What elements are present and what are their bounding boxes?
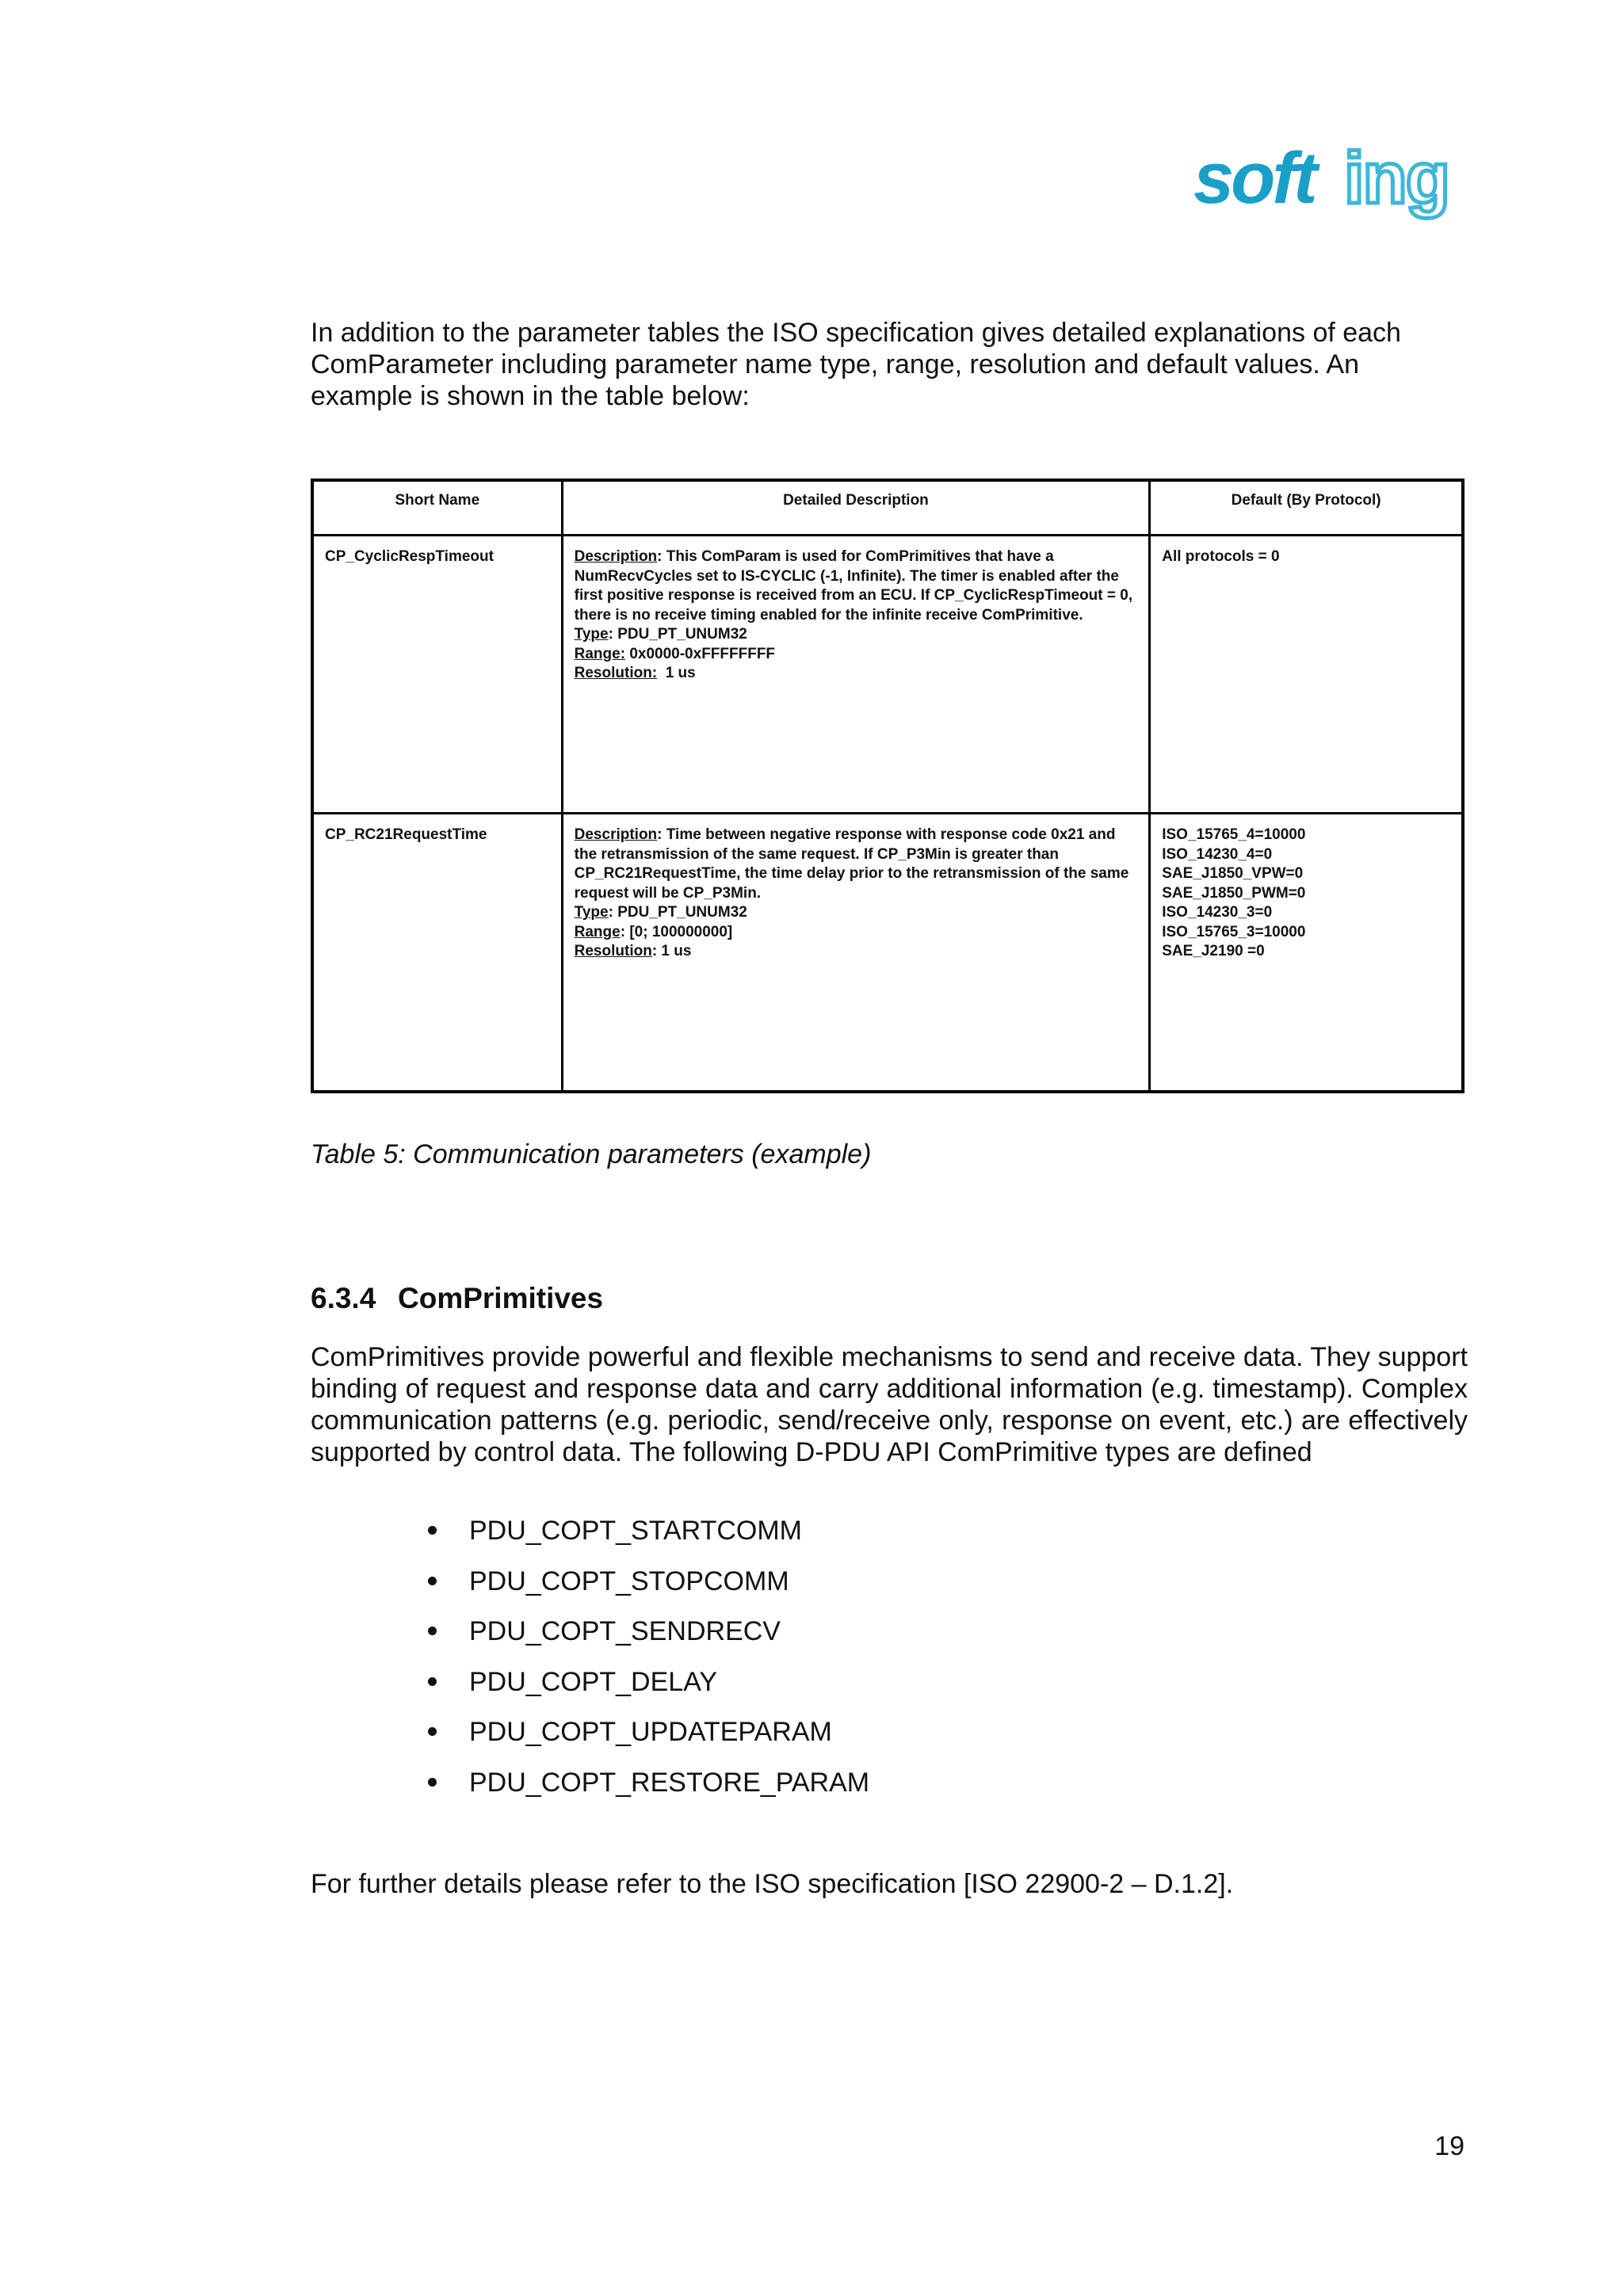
desc-line: the retransmission of the same request. If CP_P3Min is greater than xyxy=(574,845,1059,863)
type-value: PDU_PT_UNUM32 xyxy=(617,904,747,921)
default-cell xyxy=(1150,814,1463,1092)
table-row xyxy=(312,536,1463,814)
table-caption: Table 5: Communication parameters (example) xyxy=(311,1139,872,1169)
table-row xyxy=(312,814,1463,1092)
type-value: PDU_PT_UNUM32 xyxy=(617,626,747,643)
range-label: Range xyxy=(574,923,621,940)
resolution-label: Resolution xyxy=(574,943,652,960)
range-value: 0x0000-0xFFFFFFFF xyxy=(629,645,776,662)
default-cell xyxy=(1150,536,1463,814)
description-cell: Description: Time between negative response with response code 0x21 and the retransmission of the same request. If CP_P3Min is greater than CP_RC21RequestTime, the time delay prior to the retransmission of the same request will be CP_P3Min. Type: PDU_PT_UNUM32 Range: [0; 100000000] Resolution: 1 us xyxy=(562,814,1150,1092)
bullet-icon xyxy=(428,1677,437,1686)
short-name-cell: CP_RC21RequestTime xyxy=(312,814,562,1092)
default-line: ISO_15765_4=10000 xyxy=(1162,826,1306,844)
table-header-row xyxy=(312,480,1463,536)
page-number: 19 xyxy=(1434,2131,1465,2161)
bullet-icon xyxy=(428,1577,437,1585)
body-paragraph: ComPrimitives provide powerful and flexible mechanisms to send and receive data. They support binding of request and response data and carry additional information (e.g. timestamp). Complex communication patterns (e.g. periodic, send/receive only, response on event, etc.) are effectively supported by control data. The following D-PDU API ComPrimitive types are defined xyxy=(311,1342,1468,1467)
intro-paragraph: In addition to the parameter tables the ISO specification gives detailed explanations of each ComParameter including parameter name type, range, resolution and default values. An example is shown in the table below: xyxy=(311,318,1401,411)
range-value: [0; 100000000] xyxy=(629,923,733,940)
bullet-icon xyxy=(428,1526,437,1535)
list-item: PDU_COPT_SENDRECV xyxy=(428,1615,869,1666)
bullet-icon xyxy=(428,1778,437,1787)
type-label: Type xyxy=(574,904,609,921)
header-detailed-description: Detailed Description xyxy=(562,480,1150,536)
desc-line: there is no receive timing enabled for the infinite receive ComPrimitive. xyxy=(574,606,1083,624)
default-line: SAE_J1850_PWM=0 xyxy=(1162,884,1306,902)
softing-logo xyxy=(1189,141,1466,232)
desc-line: request will be CP_P3Min. xyxy=(574,884,762,902)
section-title: ComPrimitives xyxy=(398,1282,604,1314)
desc-line: CP_RC21RequestTime, the time delay prior to the retransmission of the same xyxy=(574,865,1129,883)
comparameter-table xyxy=(311,479,1465,1093)
default-line: ISO_14230_3=0 xyxy=(1162,904,1273,921)
list-item: PDU_COPT_UPDATEPARAM xyxy=(428,1716,869,1767)
desc-line: first positive response is received from an ECU. If CP_CyclicRespTimeout = 0, xyxy=(574,587,1133,604)
svg-text:soft: soft xyxy=(1193,141,1315,219)
short-name-cell: CP_CyclicRespTimeout xyxy=(312,536,562,814)
list-item: PDU_COPT_RESTORE_PARAM xyxy=(428,1767,869,1817)
header-short-name: Short Name xyxy=(312,480,562,536)
svg-text:ing: ing xyxy=(1344,141,1449,219)
section-heading xyxy=(311,1282,603,1315)
resolution-value: 1 us xyxy=(661,943,692,960)
desc-line: Time between negative response with response code 0x21 and xyxy=(666,826,1116,844)
list-item: PDU_COPT_STARTCOMM xyxy=(428,1515,869,1566)
default-line: All protocols = 0 xyxy=(1162,548,1280,565)
header-default: Default (By Protocol) xyxy=(1150,480,1463,536)
list-item: PDU_COPT_STOPCOMM xyxy=(428,1566,869,1616)
default-line: SAE_J1850_VPW=0 xyxy=(1162,865,1304,883)
section-number: 6.3.4 xyxy=(311,1282,376,1314)
type-label: Type xyxy=(574,626,609,643)
list-item: PDU_COPT_DELAY xyxy=(428,1666,869,1717)
default-line: SAE_J2190 =0 xyxy=(1162,943,1265,960)
desc-line: This ComParam is used for ComPrimitives that have a xyxy=(666,548,1054,565)
description-cell: Description: This ComParam is used for ComPrimitives that have a NumRecvCycles set to IS-CYCLIC (-1, Infinite). The timer is enabled after the first positive response is received from an ECU. If CP_CyclicRespTimeout = 0, there is no receive timing enabled for the infinite receive ComPrimitive. Type: PDU_PT_UNUM32 Range: 0x0000-0xFFFFFFFF Resolution: 1 us xyxy=(562,536,1150,814)
resolution-label: Resolution: xyxy=(574,665,658,681)
desc-line: NumRecvCycles set to IS-CYCLIC (-1, Infinite). The timer is enabled after the xyxy=(574,567,1119,585)
default-line: ISO_14230_4=0 xyxy=(1162,845,1273,863)
desc-label: Description xyxy=(574,548,658,565)
bullet-icon xyxy=(428,1627,437,1635)
primitive-type-list xyxy=(428,1515,869,1817)
reference-note: For further details please refer to the ISO specification [ISO 22900-2 – D.1.2]. xyxy=(311,1869,1234,1899)
desc-label: Description xyxy=(574,826,658,844)
resolution-value: 1 us xyxy=(665,665,696,681)
range-label: Range: xyxy=(574,645,626,662)
default-line: ISO_15765_3=10000 xyxy=(1162,923,1306,940)
bullet-icon xyxy=(428,1727,437,1736)
